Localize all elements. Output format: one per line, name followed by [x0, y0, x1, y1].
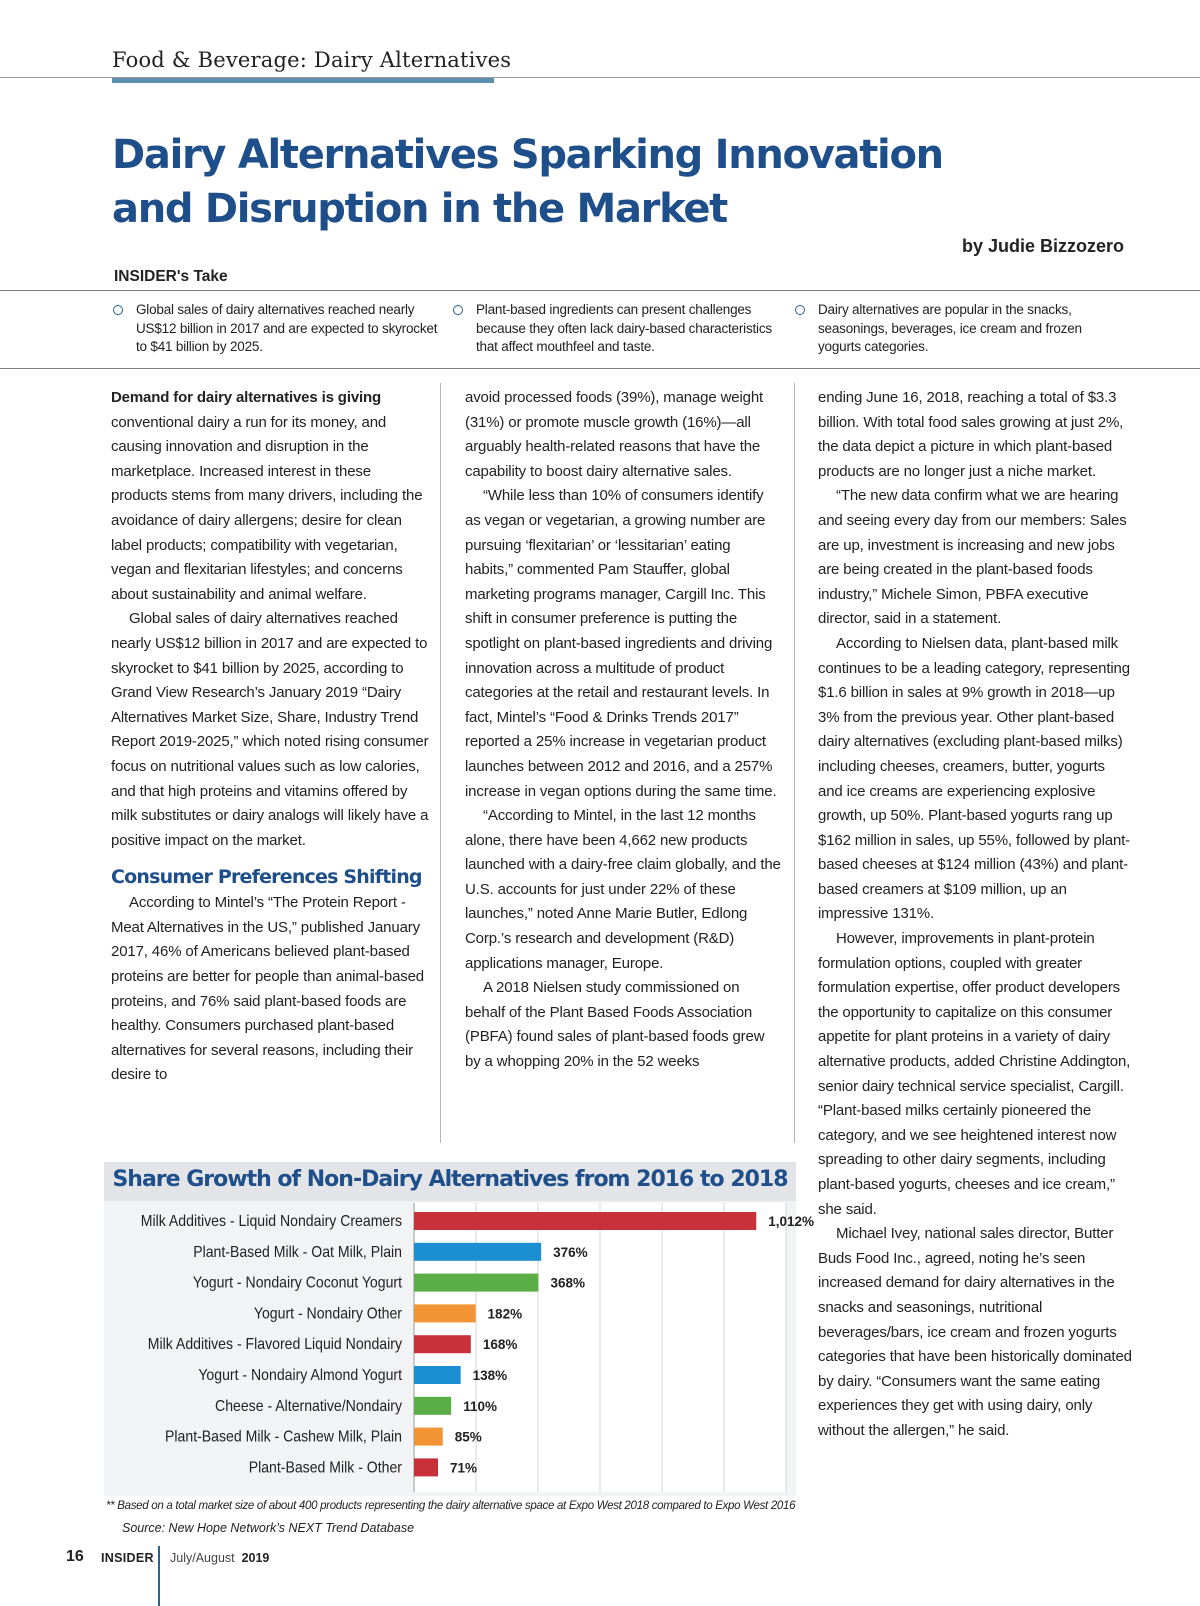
- bar: [414, 1243, 541, 1261]
- issue-date: July/August 2019: [170, 1551, 270, 1565]
- body-column-2: [465, 386, 781, 1075]
- body-paragraph: Demand for dairy alternatives is giving conventional dairy a run for its money, and causing innovation and disruption in the marketplace. Increased interest in these products stems from many drivers, including the avoidance of dairy allergens; desire for clean label products; compatibility with vegetarian, vegan and flexitarian lifestyles; and concerns about sustainability and animal welfare.: [111, 389, 423, 603]
- body-paragraph: “According to Mintel, in the last 12 months alone, there have been 4,662 new products launched with a dairy-free claim globally, and the U.S. accounts for just under 22% of these launches,” noted Anne Marie Butler, Edlong Corp.’s research and development (R&D) applications manager, Europe.: [465, 807, 781, 972]
- circle-bullet-icon: [113, 305, 123, 315]
- chart-plot: [104, 1162, 815, 1496]
- category-label: Plant-Based Milk - Other: [248, 1458, 402, 1477]
- body-paragraph: “The new data confirm what we are hearing and seeing every day from our members: Sales are up, investment is increasing and new jobs are being created in the plant-based foods industry,” Michele Simon, PBFA executive director, said in a statement.: [818, 487, 1127, 628]
- body-column-3: [818, 386, 1132, 1444]
- byline: by Judie Bizzozero: [961, 236, 1124, 256]
- category-label: Plant-Based Milk - Oat Milk, Plain: [193, 1242, 402, 1262]
- body-paragraph: A 2018 Nielsen study commissioned on behalf of the Plant Based Foods Association (PBFA) found sales of plant-based foods grew by a whopping 20% in the 52 weeks: [465, 979, 765, 1071]
- chart-source: Source: New Hope Network’s NEXT Trend Database: [122, 1521, 415, 1535]
- data-label: 1,012%: [768, 1214, 815, 1229]
- body-paragraph: According to Nielsen data, plant-based milk continues to be a leading category, representing $1.6 billion in sales at 9% growth in 2018—up 3% from the previous year. Other plant-based dairy alternatives (excluding plant-based milks) including cheeses, creamers, butter, yogurts and ice creams are experiencing explosive growth, up 50%. Plant-based yogurts rang up $162 million in sales, up 55%, followed by plant-based cheeses at $124 million (43%) and plant-based creamers at $109 million, up an impressive 131%.: [818, 634, 1131, 923]
- data-label: 376%: [553, 1244, 588, 1260]
- category-label: Yogurt - Nondairy Almond Yogurt: [198, 1366, 402, 1385]
- subhead: Consumer Preferences Shifting: [111, 866, 422, 889]
- category-label: Milk Additives - Flavored Liquid Nondairy: [147, 1335, 402, 1354]
- share-growth-chart: [104, 1162, 815, 1496]
- chart-footnote: ** Based on a total market size of about 400 products representing the dairy alternative space at Expo West 2018 compared to Expo West 2016: [106, 1500, 796, 1512]
- body-paragraph: Michael Ivey, national sales director, Butter Buds Food Inc., agreed, noting he’s seen increased demand for dairy alternatives in the snacks and seasonings, nutritional beverages/bars, ice cream and frozen yogurts categories that have been historically dominated by dairy. “Consumers want the same eating experiences they get with using dairy, only without the allergen,” he said.: [818, 1225, 1132, 1439]
- category-label: Milk Additives - Liquid Nondairy Creamers: [140, 1212, 402, 1231]
- insiders-take-rule-top: [0, 290, 1200, 291]
- insiders-take-item: Dairy alternatives are popular in the snacks, seasonings, beverages, ice cream and frozen yogurts categories.: [818, 301, 1118, 357]
- body-paragraph: According to Mintel’s “The Protein Report - Meat Alternatives in the US,” published January 2017, 46% of Americans believed plant-based proteins are better for people than animal-based proteins, and 76% said plant-based foods are healthy. Consumers purchased plant-based alternatives for several reasons, including their desire to: [111, 894, 425, 1084]
- data-label: 182%: [487, 1306, 523, 1322]
- insiders-take-rule-bottom: [0, 368, 1200, 369]
- body-paragraph: Global sales of dairy alternatives reached nearly US$12 billion in 2017 and are expected to skyrocket to $41 billion by 2025, according to Grand View Research’s January 2019 “Dairy Alternatives Market Size, Share, Industry Trend Report 2019-2025,” which noted rising consumer focus on nutritional values such as low calories, and that high proteins and vitamins offered by milk substitutes or dairy analogs will likely have a positive impact on the market.: [111, 610, 429, 849]
- insiders-take-item: Global sales of dairy alternatives reached nearly US$12 billion in 2017 and are expected to skyrocket to $41 billion by 2025.: [136, 301, 446, 357]
- insiders-take-heading: INSIDER's Take: [114, 268, 228, 285]
- chart-title: Share Growth of Non-Dairy Alternatives from 2016 to 2018: [112, 1167, 788, 1192]
- lead-in: Demand for dairy alternatives is giving: [111, 389, 382, 406]
- page-number: 16: [66, 1548, 84, 1565]
- bar: [414, 1366, 461, 1384]
- bar: [414, 1304, 476, 1322]
- category-label: Plant-Based Milk - Cashew Milk, Plain: [165, 1427, 402, 1446]
- data-label: 138%: [472, 1368, 508, 1383]
- body-paragraph: However, improvements in plant-protein formulation options, coupled with greater formulation expertise, offer product developers the opportunity to capitalize on this consumer appetite for plant proteins in a variety of dairy alternative products, added Christine Addington, senior dairy technical service specialist, Cargill. “Plant-based milks certainly pioneered the category, and we see heightened interest now spreading to other dairy segments, including plant-based yogurts, cheeses and ice cream,” she said.: [818, 930, 1131, 1218]
- data-label: 368%: [550, 1275, 585, 1291]
- bar: [414, 1428, 443, 1446]
- data-label: 168%: [482, 1337, 518, 1353]
- data-label: 71%: [450, 1460, 478, 1476]
- bar: [414, 1274, 538, 1292]
- column-divider: [440, 383, 441, 1143]
- column-divider: [794, 383, 795, 1143]
- body-column-1: [111, 386, 431, 1088]
- category-label: Cheese - Alternative/Nondairy: [215, 1396, 402, 1416]
- article-title: Dairy Alternatives Sparking Innovation and Disruption in the Market: [112, 132, 943, 232]
- bar: [414, 1397, 451, 1415]
- body-paragraph: avoid processed foods (39%), manage weight (31%) or promote muscle growth (16%)—all arguably health-related reasons that have the capability to boost dairy alternative sales.: [465, 389, 764, 480]
- body-paragraph: ending June 16, 2018, reaching a total of $3.3 billion. With total food sales growing at just 2%, the data depict a picture in which plant-based products are no longer just a niche market.: [818, 389, 1124, 480]
- bar: [414, 1335, 471, 1353]
- circle-bullet-icon: [453, 305, 463, 315]
- header-accent-rule: [112, 78, 494, 83]
- circle-bullet-icon: [795, 305, 805, 315]
- insiders-take-item: Plant-based ingredients can present challenges because they often lack dairy-based characteristics that affect mouthfeel and taste.: [476, 301, 782, 357]
- category-label: Yogurt - Nondairy Coconut Yogurt: [192, 1273, 402, 1292]
- category-label: Yogurt - Nondairy Other: [253, 1304, 402, 1323]
- section-header: Food & Beverage: Dairy Alternatives: [112, 48, 512, 72]
- data-label: 85%: [454, 1429, 482, 1445]
- folio-rule: [158, 1546, 160, 1606]
- data-label: 110%: [463, 1398, 497, 1414]
- bar: [414, 1212, 756, 1230]
- body-paragraph: “While less than 10% of consumers identify as vegan or vegetarian, a growing number are pursuing ‘flexitarian’ or ‘lessitarian’ eating habits,” commented Pam Stauffer, global marketing programs manager, Cargill Inc. This shift in consumer preference is putting the spotlight on plant-based ingredients and driving innovation across a multitude of product categories at the retail and restaurant levels. In fact, Mintel’s “Food & Drinks Trends 2017” reported a 25% increase in vegetarian product launches between 2012 and 2016, and a 257% increase in vegan options during the same time.: [465, 487, 777, 800]
- publication-name: INSIDER: [101, 1551, 154, 1565]
- bar: [414, 1458, 438, 1476]
